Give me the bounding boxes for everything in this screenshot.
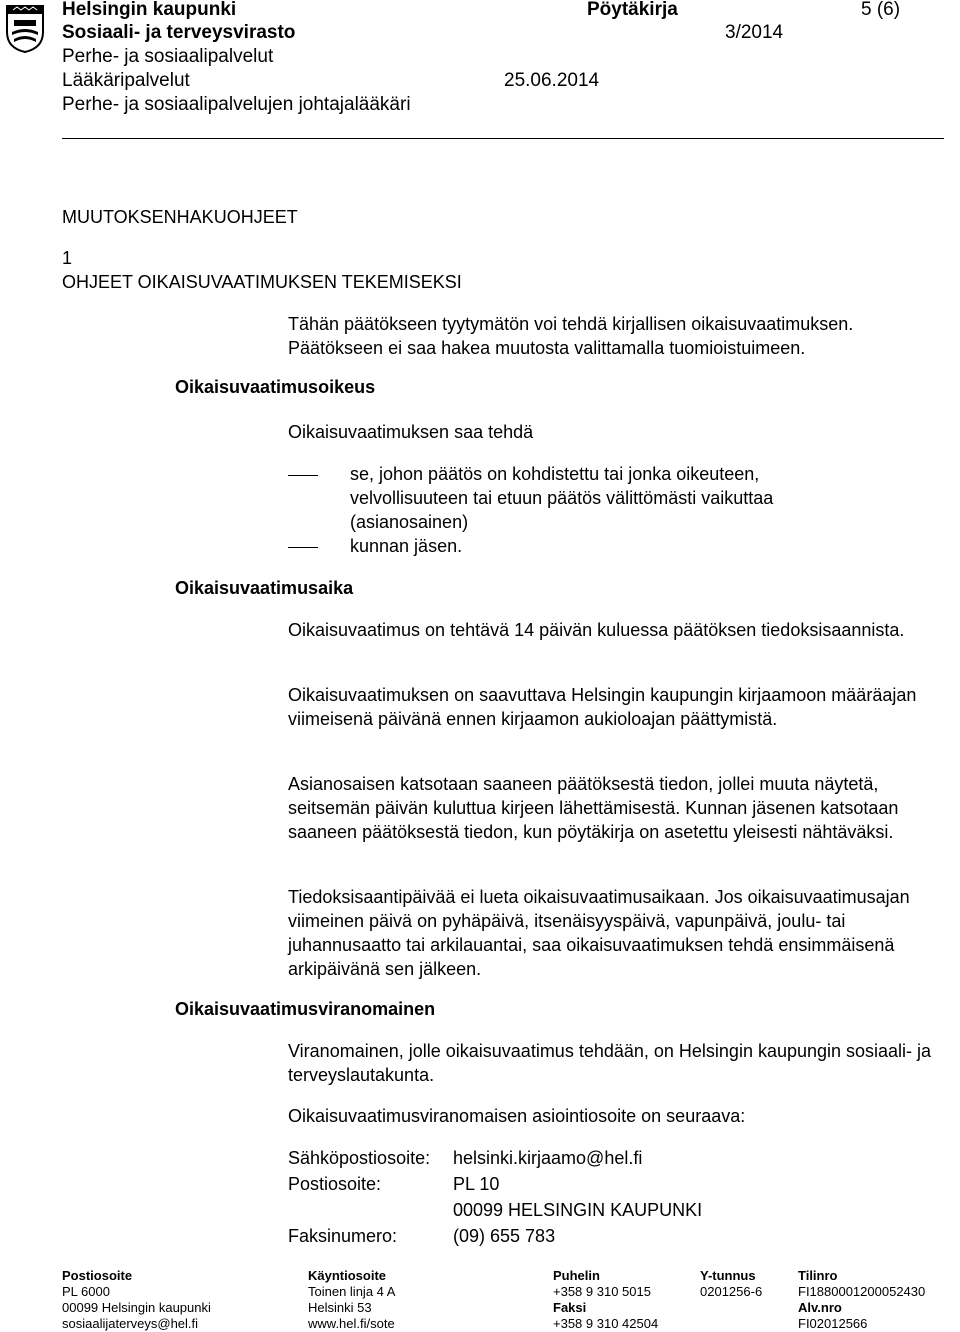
helsinki-crest-logo	[4, 2, 46, 54]
bullet-1-line-2: velvollisuuteen tai etuun päätös välittömästi vaikuttaa	[350, 488, 774, 508]
footer-vat-title: Alv.nro	[798, 1300, 842, 1315]
footer-vat: FI02012566	[798, 1316, 868, 1331]
footer-ytunnus-title: Y-tunnus	[700, 1268, 756, 1283]
side-heading-authority: Oikaisuvaatimusviranomainen	[175, 999, 436, 1019]
fax-label: Faksinumero:	[288, 1226, 398, 1246]
header-subunit: Lääkäripalvelut	[62, 70, 190, 91]
intro-line-1: Tähän päätökseen tyytymätön voi tehdä kirjallisen oikaisuvaatimuksen.	[288, 314, 854, 334]
footer-visit-2: Helsinki 53	[308, 1300, 372, 1315]
header-org: Helsingin kaupunki	[62, 0, 237, 20]
header-rule	[62, 138, 944, 139]
bullet-dash	[288, 547, 318, 548]
intro-line-2: Päätökseen ei saa hakea muutosta valittamalla tuomioistuimeen.	[288, 338, 806, 358]
authority-paragraph-1: Viranomainen, jolle oikaisuvaatimus tehdään, on Helsingin kaupungin sosiaali- ja terveyslautakunta.	[288, 1041, 932, 1085]
email-value: helsinki.kirjaamo@hel.fi	[453, 1148, 643, 1168]
footer-postal-2: 00099 Helsingin kaupunki	[62, 1300, 211, 1315]
header-page: 5 (6)	[861, 0, 901, 20]
footer-ytunnus: 0201256-6	[700, 1284, 763, 1299]
footer-postal-title: Postiosoite	[62, 1268, 133, 1283]
email-label: Sähköpostiosoite:	[288, 1148, 431, 1168]
bullet-dash	[288, 475, 318, 476]
side-heading-right: Oikaisuvaatimusoikeus	[175, 377, 376, 397]
footer-phone-title: Puhelin	[553, 1268, 600, 1283]
section-title: OHJEET OIKAISUVAATIMUKSEN TEKEMISEKSI	[62, 272, 462, 292]
footer-visit-title: Käyntiosoite	[308, 1268, 387, 1283]
footer-account: FI1880001200052430	[798, 1284, 926, 1299]
right-lead: Oikaisuvaatimuksen saa tehdä	[288, 422, 534, 442]
header-number: 3/2014	[725, 22, 784, 43]
side-heading-time: Oikaisuvaatimusaika	[175, 578, 354, 598]
time-paragraph-2: Oikaisuvaatimuksen on saavuttava Helsingin kaupungin kirjaamoon määräajan viimeisenä päivänä ennen kirjaamon aukioloajan päättymistä.	[288, 685, 917, 729]
authority-paragraph-2: Oikaisuvaatimusviranomaisen asiointiosoite on seuraava:	[288, 1106, 746, 1126]
section-number: 1	[62, 248, 73, 268]
time-paragraph-4: Tiedoksisaantipäivää ei lueta oikaisuvaatimusaikaan. Jos oikaisuvaatimusajan viimeinen päivä on pyhäpäivä, itsenäisyyspäivä, vapunpäivä, joulu- tai juhannusaatto tai arkilauantai, saa oikaisuvaatimuksen tehdä ensimmäisenä arkipäivänä sen jälkeen.	[288, 887, 910, 979]
footer-phone: +358 9 310 5015	[553, 1284, 651, 1299]
header-doc-type: Pöytäkirja	[587, 0, 678, 20]
postal-value-1: PL 10	[453, 1174, 500, 1194]
header-department: Sosiaali- ja terveysvirasto	[62, 22, 296, 43]
postal-value-2: 00099 HELSINGIN KAUPUNKI	[453, 1200, 703, 1220]
time-paragraph-1: Oikaisuvaatimus on tehtävä 14 päivän kuluessa päätöksen tiedoksisaannista.	[288, 620, 905, 640]
fax-value: (09) 655 783	[453, 1226, 556, 1246]
bullet-2: kunnan jäsen.	[350, 536, 463, 556]
footer-postal-email: sosiaalijaterveys@hel.fi	[62, 1316, 199, 1331]
header-official: Perhe- ja sosiaalipalvelujen johtajalääkäri	[62, 94, 411, 115]
bullet-1-line-3: (asianosainen)	[350, 512, 469, 532]
footer-fax: +358 9 310 42504	[553, 1316, 659, 1331]
footer-visit-1: Toinen linja 4 A	[308, 1284, 396, 1299]
postal-label: Postiosoite:	[288, 1174, 382, 1194]
footer-account-title: Tilinro	[798, 1268, 838, 1283]
header-date: 25.06.2014	[504, 70, 600, 91]
footer-fax-title: Faksi	[553, 1300, 587, 1315]
time-paragraph-3: Asianosaisen katsotaan saaneen päätöksestä tiedon, jollei muuta näytetä, seitsemän päivän kuluttua kirjeen lähettämisestä. Kunnan jäsenen katsotaan saaneen päätöksestä tiedon, kun pöytäkirja on asetettu yleisesti nähtäväksi.	[288, 774, 899, 842]
header-unit: Perhe- ja sosiaalipalvelut	[62, 46, 274, 67]
main-heading: MUUTOKSENHAKUOHJEET	[62, 207, 298, 227]
footer-postal-1: PL 6000	[62, 1284, 110, 1299]
footer-visit-web: www.hel.fi/sote	[308, 1316, 395, 1331]
bullet-1-line-1: se, johon päätös on kohdistettu tai jonka oikeuteen,	[350, 464, 760, 484]
